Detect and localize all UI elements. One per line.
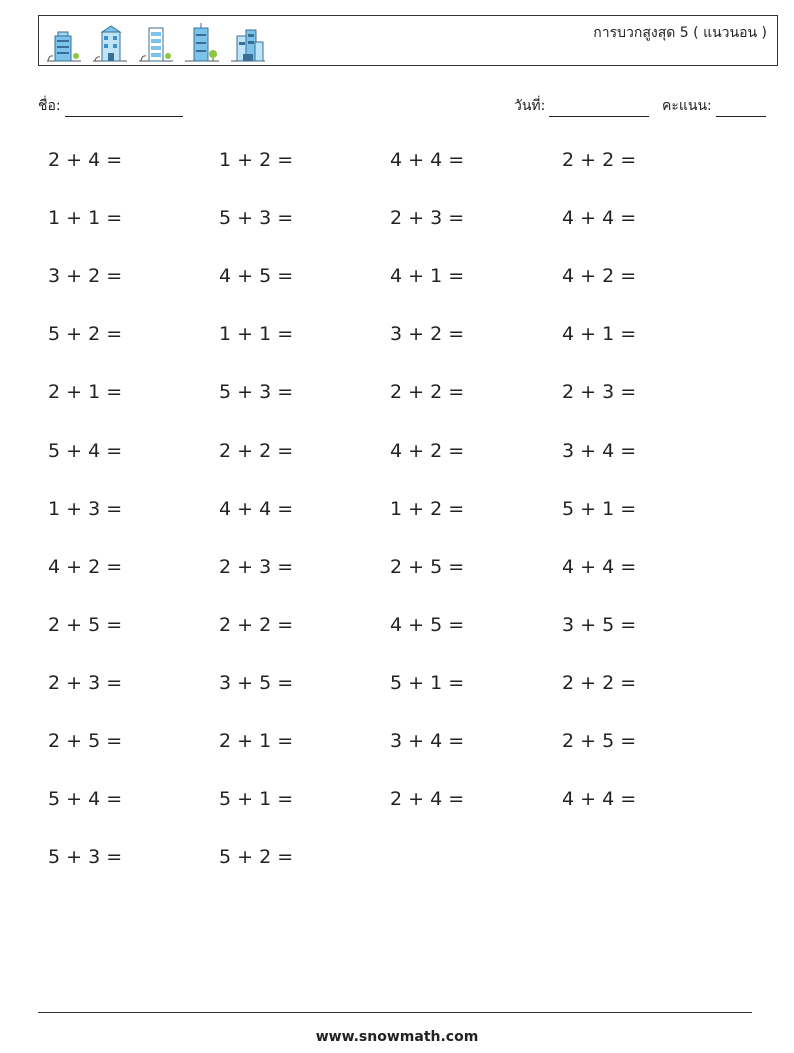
problem-item: 4 + 4 = <box>219 497 294 520</box>
name-blank[interactable] <box>65 102 183 117</box>
date-field <box>514 95 649 117</box>
problem-item: 1 + 2 = <box>219 149 294 171</box>
problem-item: 2 + 5 = <box>562 730 637 752</box>
problem-item: 4 + 1 = <box>562 323 637 346</box>
score-label: คะแนน: <box>662 98 712 114</box>
worksheet-title: การบวกสูงสุด 5 ( แนวนอน ) <box>593 25 767 41</box>
problem-item: 4 + 2 = <box>562 265 637 288</box>
problem-item: 4 + 1 = <box>390 265 465 288</box>
problem-item: 3 + 2 = <box>390 323 465 346</box>
score-blank[interactable] <box>716 102 766 117</box>
building-icon <box>183 22 221 62</box>
problem-item: 5 + 1 = <box>390 671 465 694</box>
problem-item: 5 + 3 = <box>219 381 294 404</box>
problem-item: 2 + 4 = <box>390 788 465 811</box>
problem-item: 4 + 4 = <box>562 788 637 811</box>
problem-item: 2 + 2 = <box>219 613 294 636</box>
footer-divider <box>38 1012 752 1013</box>
header-icons <box>45 22 267 62</box>
problem-item: 2 + 3 = <box>562 381 637 404</box>
problem-item: 2 + 1 = <box>48 381 123 404</box>
name-label: ชื่อ: <box>38 98 61 114</box>
problem-item: 3 + 2 = <box>48 265 123 288</box>
problem-item: 2 + 2 = <box>219 439 294 462</box>
problem-item: 2 + 2 = <box>390 381 465 404</box>
problem-item: 4 + 2 = <box>390 439 465 462</box>
problem-item: 3 + 5 = <box>562 613 637 636</box>
problem-item: 2 + 3 = <box>390 207 465 230</box>
problem-item: 5 + 4 = <box>48 439 123 462</box>
problem-item: 5 + 1 = <box>562 497 637 520</box>
score-field <box>662 95 766 117</box>
problem-item: 1 + 1 = <box>219 323 294 346</box>
problem-item: 5 + 1 = <box>219 788 294 811</box>
problem-item: 3 + 4 = <box>390 730 465 752</box>
problem-item: 1 + 1 = <box>48 207 123 230</box>
problem-item: 2 + 5 = <box>48 730 123 752</box>
problem-item: 4 + 5 = <box>390 613 465 636</box>
problem-item: 4 + 4 = <box>562 207 637 230</box>
problem-item: 3 + 5 = <box>219 671 294 694</box>
problem-item: 5 + 4 = <box>48 788 123 811</box>
problem-item: 3 + 4 = <box>562 439 637 462</box>
building-icon <box>137 22 175 62</box>
building-icon <box>229 22 267 62</box>
problem-item: 5 + 3 = <box>48 846 123 869</box>
problem-item: 5 + 2 = <box>219 846 294 869</box>
problem-item: 4 + 4 = <box>562 555 637 578</box>
building-icon <box>91 22 129 62</box>
problem-item: 2 + 5 = <box>390 555 465 578</box>
name-field <box>38 95 183 117</box>
date-label: วันที่: <box>514 98 546 114</box>
header-box <box>38 15 778 66</box>
problem-item: 2 + 3 = <box>48 671 123 694</box>
problem-item: 1 + 2 = <box>390 497 465 520</box>
problem-item: 4 + 5 = <box>219 265 294 288</box>
problem-item: 2 + 2 = <box>562 671 637 694</box>
problem-item: 2 + 2 = <box>562 149 637 171</box>
problem-item: 2 + 4 = <box>48 149 123 171</box>
problem-item: 2 + 5 = <box>48 613 123 636</box>
problem-item: 2 + 3 = <box>219 555 294 578</box>
problem-item: 2 + 1 = <box>219 730 294 752</box>
problem-item: 1 + 3 = <box>48 497 123 520</box>
building-icon <box>45 22 83 62</box>
problem-item: 4 + 2 = <box>48 555 123 578</box>
problem-item: 5 + 3 = <box>219 207 294 230</box>
footer-site: www.snowmath.com <box>315 1029 479 1045</box>
problem-item: 5 + 2 = <box>48 323 123 346</box>
date-blank[interactable] <box>549 102 649 117</box>
problem-item: 4 + 4 = <box>390 149 465 171</box>
